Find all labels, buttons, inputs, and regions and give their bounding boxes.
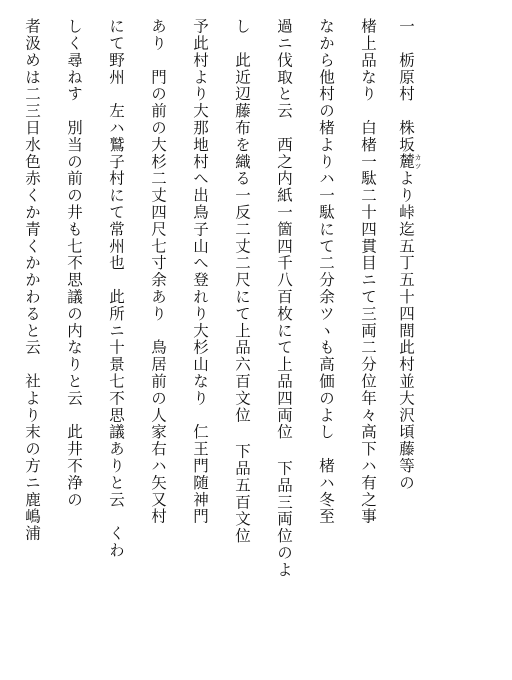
line-1-before: 一 栃原村 株坂: [397, 18, 415, 154]
furigana-annotation: [397, 153, 422, 171]
text-line-10: 者汲めは二三日水色赤くか青くかかわると云 社より末の方ニ鹿嶋浦: [23, 18, 41, 542]
text-line-9: しく尋ねす 別当の前の井も七不思議の内なりと云 此井不浄の: [65, 18, 83, 509]
text-line-5: し 此近辺藤布を織る一反二丈二尺にて上品六百文位 下品五百文位: [233, 18, 251, 545]
furigana-reading: カツ: [414, 153, 422, 171]
line-1-after: より峠迄五丁五十四間此村並大沢頃藤等の: [397, 170, 415, 492]
text-line-4: 過ニ伐取と云 西之内紙一箇四千八百枚にて上品四両位 下品三両位のよ: [275, 18, 293, 579]
text-line-6: 予此村より大那地村へ出鳥子山へ登れり大杉山なり 仁王門随神門: [191, 18, 209, 525]
text-line-3: なから他村の楮よりハ一駄にて二分余ツヽも高価のよし 楮ハ冬至: [317, 18, 335, 525]
text-line-7: あり 門の前の大杉二丈四尺七寸余あり 鳥居前の人家右ハ矢又村: [149, 18, 167, 525]
text-line-2: 楮上品なり 白楮一駄二十四貫目ニて三両二分位年々高下ハ有之事: [359, 18, 377, 525]
text-line-8: にて野州 左ハ鷲子村にて常州也 此所ニ十景七不思議ありと云 くわ: [107, 18, 125, 559]
text-line-1: [398, 18, 422, 658]
furigana-base: 麓: [397, 153, 415, 171]
